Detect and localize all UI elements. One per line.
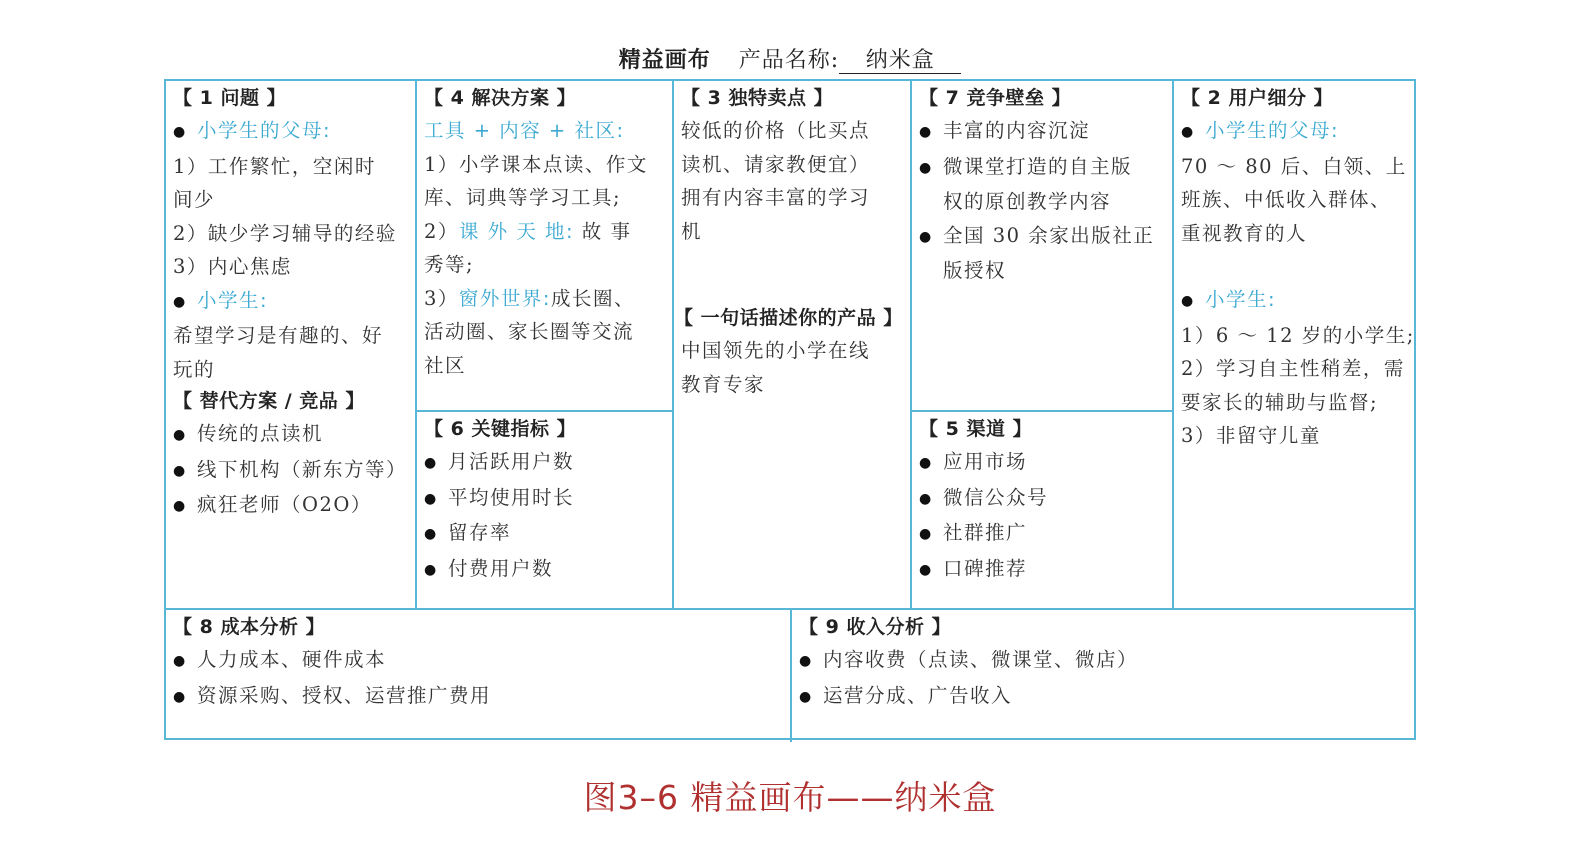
problem-line: 2）缺少学习辅导的经验: [173, 221, 397, 245]
canvas-title: [0, 43, 1580, 74]
uvp-line: 较低的价格（比买点: [681, 119, 871, 142]
solution-lead: 工具 + 内容 + 社区:: [424, 119, 625, 142]
problem-line: 玩的: [173, 357, 216, 381]
advantage-item: 全国 30 余家出版社正: [943, 223, 1155, 247]
metric-item: 月活跃用户数: [448, 450, 575, 473]
revenue-item: 内容收费（点读、微课堂、微店）: [823, 648, 1139, 671]
problem-cell: [166, 81, 416, 609]
bullet-icon: ●: [424, 561, 438, 578]
problem-line: 3）内心焦虑: [173, 255, 292, 278]
segment-line: 要家长的辅助与监督;: [1181, 390, 1379, 414]
solution-line: 2）课 外 天 地: 故 事: [424, 219, 632, 243]
bullet-icon: ●: [919, 159, 933, 176]
segment-line: 1）6 ～ 12 岁的小学生;: [1181, 323, 1415, 347]
bullet-icon: ●: [919, 228, 933, 245]
revenue-heading: 【 9 收入分析 】: [799, 616, 952, 638]
cost-item: 人力成本、硬件成本: [197, 648, 387, 671]
revenue-item: 运营分成、广告收入: [823, 683, 1013, 707]
bullet-icon: ●: [919, 124, 933, 140]
problem-heading: 【 1 问题 】: [173, 87, 287, 109]
revenue-cell: [792, 610, 1416, 740]
product-name: 纳米盒: [839, 49, 961, 74]
bullet-icon: ●: [173, 462, 187, 479]
segment-line: 班族、中低收入群体、: [1181, 188, 1392, 211]
bullet-icon: ●: [799, 688, 813, 705]
bullet-icon: ●: [424, 455, 438, 471]
bullet-icon: ●: [173, 653, 187, 669]
bullet-icon: ●: [919, 561, 933, 578]
segment-line: 70 ～ 80 后、白领、上: [1181, 154, 1407, 178]
uvp-heading: 【 3 独特卖点 】: [681, 87, 834, 109]
segment-line: 2）学习自主性稍差，需: [1181, 357, 1405, 380]
segment-line: 3）非留守儿童: [1181, 424, 1321, 447]
problem-line: 间少: [173, 188, 216, 211]
uvp-line: 机: [681, 219, 703, 243]
bullet-icon: ●: [919, 455, 933, 471]
bullet-icon: ●: [919, 526, 933, 542]
alternative-item: 传统的点读机: [197, 422, 324, 445]
advantage-item: 权的原创教学内容: [943, 190, 1112, 213]
bullet-icon: ●: [424, 490, 438, 507]
solution-line: 秀等;: [424, 253, 475, 276]
bullet-icon: ●: [799, 653, 813, 669]
channels-cell: [912, 412, 1172, 608]
solution-line: 活动圈、家长圈等交流: [424, 320, 635, 343]
advantage-item: 版授权: [943, 259, 1007, 282]
bullet-icon: ●: [1181, 293, 1195, 309]
bullet-icon: ●: [173, 293, 187, 310]
solution-cell: [417, 81, 672, 410]
channel-item: 微信公众号: [943, 485, 1049, 509]
alternative-item: 疯狂老师（O2O）: [197, 493, 372, 516]
metric-item: 留存率: [448, 521, 512, 544]
segments-cell: [1174, 81, 1416, 609]
key-metrics-heading: 【 6 关键指标 】: [424, 418, 577, 440]
cost-item: 资源采购、授权、运营推广费用: [197, 683, 492, 707]
lean-canvas: [164, 79, 1416, 740]
cost-cell: [166, 610, 790, 740]
oneliner-line: 教育专家: [681, 372, 766, 396]
uvp-line: 拥有内容丰富的学习: [681, 186, 871, 209]
solution-line: 库、词典等学习工具;: [424, 186, 622, 209]
metric-item: 平均使用时长: [448, 485, 575, 509]
bullet-icon: ●: [1181, 124, 1195, 140]
channel-item: 口碑推荐: [943, 556, 1028, 580]
metric-item: 付费用户数: [448, 556, 554, 580]
solution-line: 1）小学课本点读、作文: [424, 152, 648, 176]
uvp-line: 读机、请家教便宜）: [681, 152, 871, 176]
bullet-icon: ●: [173, 498, 187, 514]
solution-line: 社区: [424, 353, 467, 377]
problem-line: 希望学习是有趣的、好: [173, 324, 384, 347]
cost-heading: 【 8 成本分析 】: [173, 616, 326, 638]
uvp-cell: [674, 81, 910, 609]
alternative-item: 线下机构（新东方等）: [197, 457, 408, 481]
unfair-advantage-cell: [912, 81, 1172, 410]
bullet-icon: ●: [173, 124, 187, 140]
oneliner-heading: 【 一句话描述你的产品 】: [674, 307, 903, 329]
channel-item: 社群推广: [943, 521, 1028, 544]
channels-heading: 【 5 渠道 】: [919, 418, 1033, 440]
bullet-icon: ●: [173, 688, 187, 705]
alternatives-heading: 【 替代方案 / 竞品 】: [173, 390, 365, 412]
solution-line: 3）窗外世界:成长圈、: [424, 286, 636, 310]
segment-group-label: 小学生的父母:: [1205, 119, 1340, 142]
segment-group-label: 小学生:: [1205, 288, 1277, 311]
segments-heading: 【 2 用户细分 】: [1181, 87, 1334, 109]
bullet-icon: ●: [173, 427, 187, 443]
problem-group-label: 小学生:: [197, 288, 269, 312]
unfair-advantage-heading: 【 7 竞争壁垒 】: [919, 87, 1072, 109]
bullet-icon: ●: [919, 490, 933, 507]
key-metrics-cell: [417, 412, 672, 608]
product-label: 产品名称:: [738, 48, 840, 73]
advantage-item: 微课堂打造的自主版: [943, 154, 1133, 178]
canvas-label: 精益画布: [618, 48, 711, 73]
problem-group-label: 小学生的父母:: [197, 119, 332, 142]
segment-line: 重视教育的人: [1181, 221, 1308, 245]
oneliner-line: 中国领先的小学在线: [681, 339, 871, 362]
solution-heading: 【 4 解决方案 】: [424, 87, 577, 109]
problem-line: 1）工作繁忙，空闲时: [173, 154, 376, 178]
advantage-item: 丰富的内容沉淀: [943, 119, 1091, 142]
bullet-icon: ●: [424, 526, 438, 542]
channel-item: 应用市场: [943, 450, 1028, 473]
figure-caption: 图3–6 精益画布——纳米盒: [583, 778, 997, 817]
